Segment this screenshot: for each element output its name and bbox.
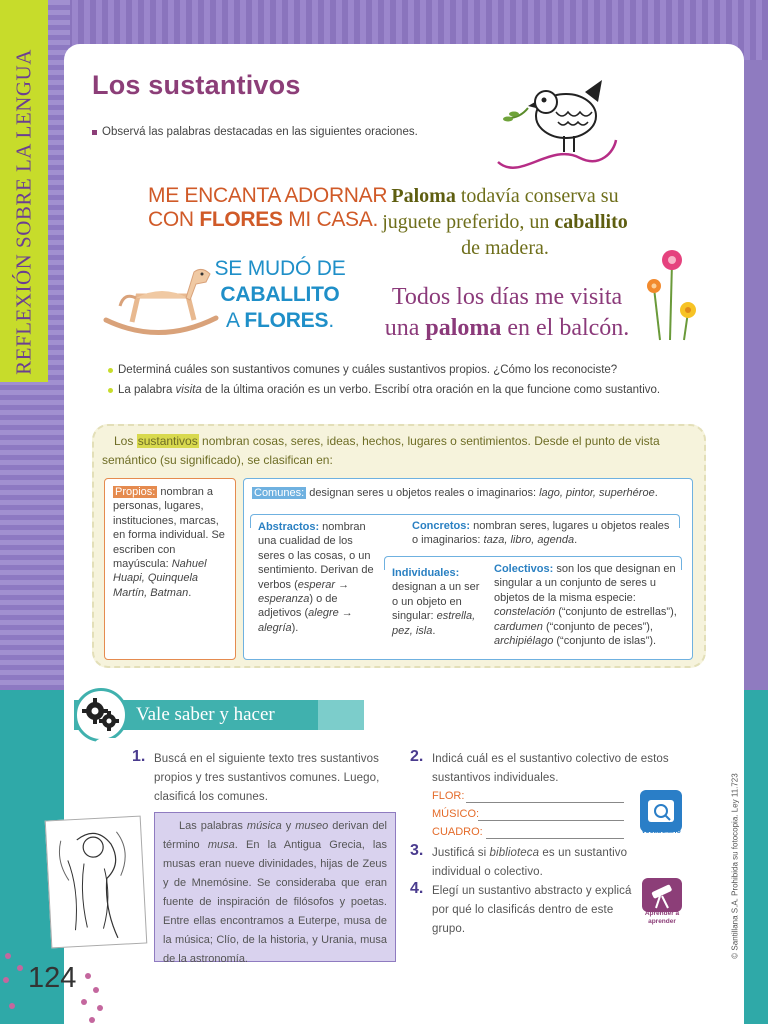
sentence-flores-line1: ME ENCANTA ADORNAR: [148, 184, 388, 207]
propios-examples: Nahuel Huapi, Quinquela Martín, Batman: [113, 558, 207, 599]
colectivos-label: Colectivos:: [494, 563, 554, 575]
concept-intro-end: nombran cosas, seres, ideas, hechos, lugares o sentimientos. Desde el punto de vista semántico (su significado), se clasifican en:: [102, 434, 660, 467]
sentence-text: todavía conserva su juguete preferido, un: [382, 185, 619, 233]
activity-4-number: 4.: [410, 880, 424, 897]
activity-3-word: biblioteca: [489, 847, 540, 859]
colectivos-example-1: constelación: [494, 606, 556, 619]
concretos-examples: taza, libro, agenda: [483, 534, 575, 547]
sentence-caballito: [200, 256, 360, 334]
individuales-end: .: [432, 624, 436, 637]
comunes-text: designan seres u objetos reales o imaginarios:: [306, 487, 540, 499]
activity-4-text: Elegí un sustantivo abstracto y explicá por qué lo clasificás dentro de este grupo.: [432, 885, 632, 935]
musico-answer-line[interactable]: [478, 820, 624, 821]
colectivos-text: son los que designan en singular a un conjunto de seres u objetos de la misma especie:: [494, 563, 676, 604]
observe-instruction: Observá las palabras destacadas en las siguientes oraciones.: [102, 126, 418, 138]
propios-end: .: [188, 586, 192, 599]
sentence-text: Todos los días me visita una: [384, 284, 623, 341]
side-tab-label: REFLEXIÓN SOBRE LA LENGUA: [11, 49, 36, 375]
vocabulary-badge-icon: [640, 790, 682, 832]
abstractos-text: nombran una cualidad de los seres o las cosas, o un sentimiento. Derivan de verbos (: [258, 521, 374, 591]
highlight-caballito-2: CABALLITO: [220, 283, 340, 306]
activity-2-number: 2.: [410, 748, 424, 765]
abstractos-mid: ) o de adjetivos (: [258, 593, 338, 620]
sentence-text: .: [328, 309, 334, 332]
individuales-definition: [392, 566, 486, 638]
individuales-label: Individuales:: [392, 567, 460, 579]
comunes-label: Comunes:: [254, 487, 305, 499]
concept-intro-text: Los: [114, 434, 137, 448]
concept-intro: [102, 432, 694, 470]
flowers-illustration: [636, 240, 706, 342]
sentence-paloma: [372, 282, 642, 344]
reading-text: . En la Antigua Grecia, las musas eran nueve divinidades, hijas de Zeus y de Mnemósine. Se consideraba que eran fuente de inspiración de filósofos y poetas. Entre ellas encontramos a Euterpe, musa de la música; Clío, de la historia, y Urania, musa de la astronomía.: [163, 839, 387, 965]
activity-1-text: Buscá en el siguiente texto tres sustantivos propios y tres sustantivos comunes. Luego, clasificá los comunes.: [154, 753, 380, 803]
bird-illustration: [490, 72, 620, 180]
activity-1-number: 1.: [132, 748, 146, 765]
concretos-text: nombran seres, lugares u objetos reales o imaginarios:: [412, 520, 670, 547]
abstractos-label: Abstractos:: [258, 521, 320, 533]
comunes-examples: lago, pintor, superhéroe: [539, 487, 655, 499]
activity-2-text: Indicá cuál es el sustantivo colectivo de estos sustantivos individuales.: [432, 753, 669, 784]
vocabulary-badge-label: Vocabulario: [641, 828, 681, 835]
abstractos-example-1: esperar → esperanza: [258, 578, 350, 606]
comunes-definition: [252, 486, 688, 500]
question-2-text: La palabra: [118, 384, 176, 396]
individuales-text: designan a un ser o un objeto en singular:: [392, 581, 480, 623]
page-number: 124: [28, 962, 77, 994]
colectivos-example-3: archipiélago: [494, 635, 554, 648]
question-1: Determiná cuáles son sustantivos comunes y cuáles sustantivos propios. ¿Cómo los reconociste?: [118, 364, 618, 376]
flor-answer-line[interactable]: [466, 802, 624, 803]
concretos-label: Concretos:: [412, 520, 471, 532]
colectivos-gloss-3: (“conjunto de islas”).: [553, 635, 657, 648]
muse-illustration: [45, 816, 148, 949]
telescope-badge-icon: [642, 878, 682, 912]
reading-text: derivan del término: [163, 820, 387, 851]
sentence-flores-end: MI CASA.: [282, 208, 379, 231]
abstractos-example-2: alegre → alegría: [258, 607, 353, 634]
reading-word: museo: [295, 820, 329, 832]
question-2: [118, 384, 660, 396]
concept-keyword: sustantivos: [137, 434, 198, 448]
propios-text: nombran a personas, lugares, instituciones, marcas, en forma individual. Se escriben con mayúscula:: [113, 486, 225, 571]
sentence-text: en el balcón.: [501, 315, 630, 341]
reading-text: y: [281, 820, 296, 832]
sentence-text: A: [226, 309, 245, 332]
highlight-flores: FLORES: [199, 208, 283, 231]
concretos-definition: [412, 519, 674, 548]
sentence-flores: [148, 184, 387, 232]
rocking-horse-illustration: [102, 262, 220, 336]
colectivos-example-2: cardumen: [494, 620, 543, 633]
activity-3-part: Justificá si: [432, 847, 490, 859]
individuales-examples: estrella, pez, isla: [392, 610, 476, 637]
musico-label: MÚSICO:: [432, 808, 480, 820]
colectivos-gloss-1: (“conjunto de estrellas”),: [555, 606, 677, 619]
colectivos-gloss-2: (“conjunto de peces”),: [542, 620, 653, 633]
highlight-paloma: Paloma: [391, 185, 456, 207]
highlight-paloma-2: paloma: [425, 315, 502, 341]
activity-3-part: es un sustantivo individual o colectivo.: [432, 847, 628, 878]
abstractos-end: ).: [291, 621, 299, 634]
question-2-end: de la última oración es un verbo. Escribí otra oración en la que funcione como sustantivo.: [201, 384, 661, 396]
gears-icon: [74, 688, 128, 742]
section-banner-accent: [318, 700, 364, 730]
concretos-end: .: [574, 534, 578, 547]
comunes-end: .: [654, 487, 658, 499]
colectivos-definition: [494, 562, 686, 648]
flor-label: FLOR:: [432, 790, 465, 802]
sentence-flores-text: CON: [148, 208, 200, 231]
sentence-text: de madera.: [461, 237, 549, 259]
cuadro-label: CUADRO:: [432, 826, 483, 838]
question-2-word: visita: [175, 384, 202, 396]
reading-passage: [154, 812, 396, 965]
highlight-caballito: caballito: [554, 211, 628, 233]
page-title: Los sustantivos: [92, 70, 301, 100]
sentence-paloma-caballito: [380, 183, 630, 261]
reading-word: música: [246, 820, 282, 832]
propios-label: Propios:: [115, 486, 156, 498]
cuadro-answer-line[interactable]: [486, 838, 624, 839]
sentence-caballito-line1: SE MUDÓ DE: [214, 257, 346, 280]
abstractos-definition: [258, 520, 378, 635]
propios-card: [104, 478, 236, 660]
copyright-notice: © Santillana S.A. Prohibida su fotocopia. Ley 11.723: [730, 773, 740, 959]
reading-text: Las palabras: [179, 820, 247, 832]
highlight-flores-2: FLORES: [244, 309, 329, 332]
learning-badge-label: Aprender a aprender: [644, 910, 680, 925]
section-title: Vale saber y hacer: [136, 704, 275, 725]
reading-word: musa: [207, 839, 235, 851]
activity-3-text: [432, 844, 654, 882]
activity-3-number: 3.: [410, 842, 424, 859]
